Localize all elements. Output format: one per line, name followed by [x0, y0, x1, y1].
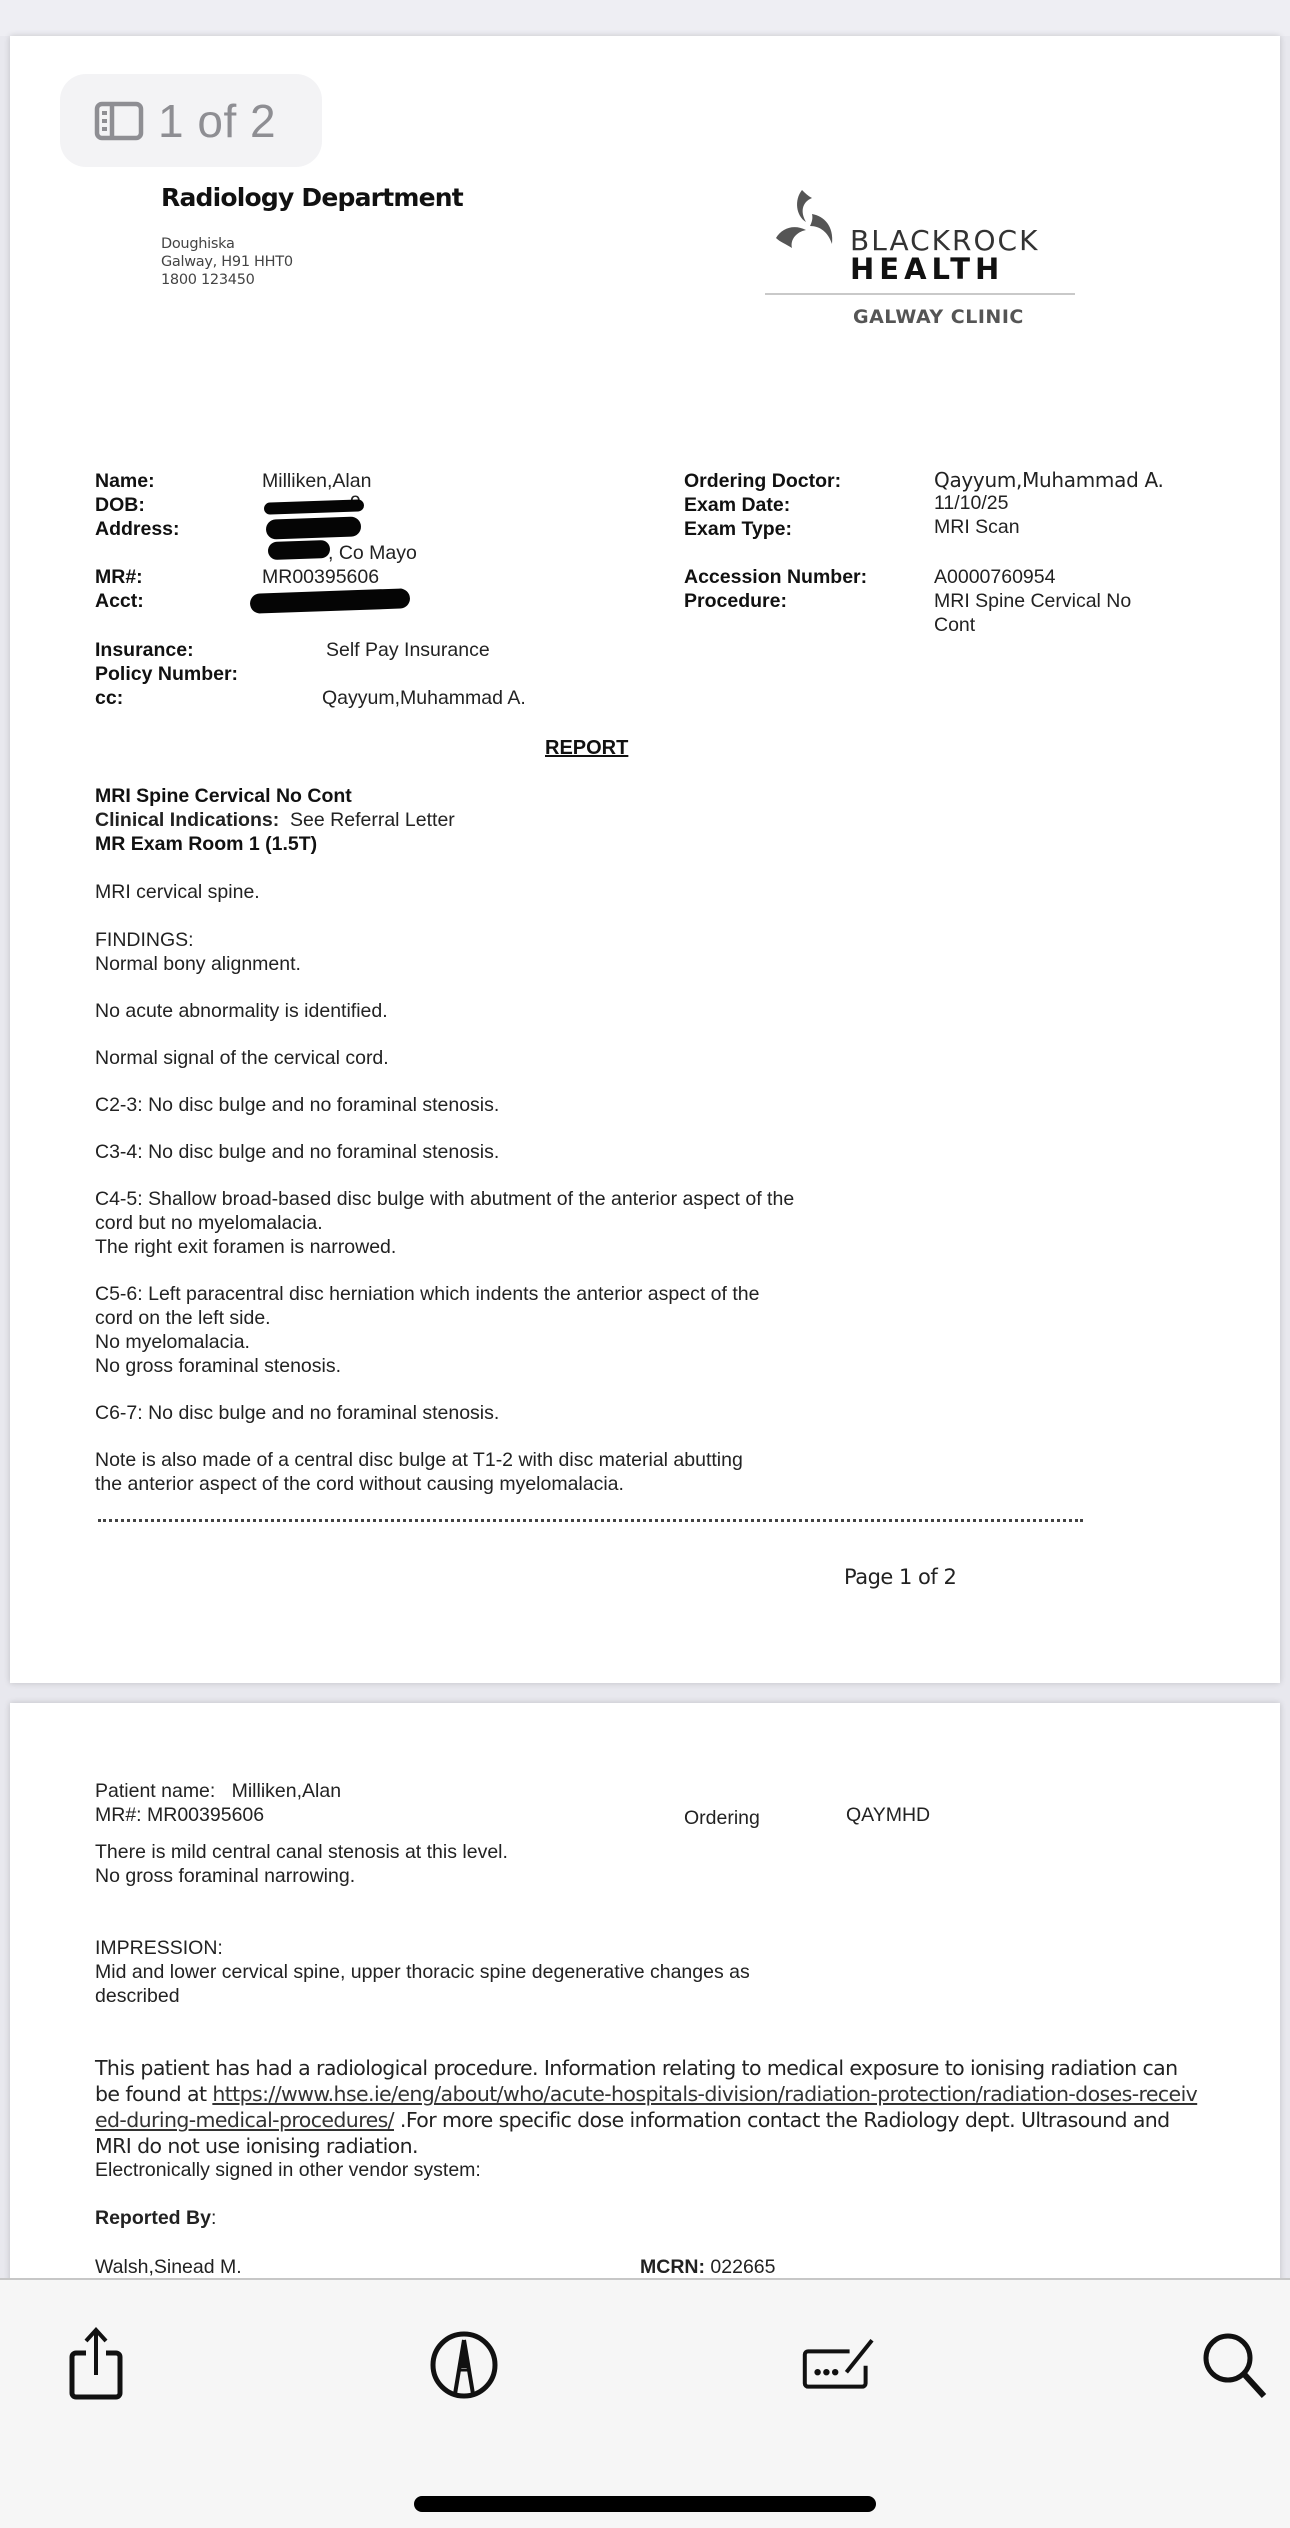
mcrn-value: 022665: [710, 2256, 776, 2278]
clinical-indications-value: See Referral Letter: [290, 809, 455, 831]
cc-label-text: cc:: [95, 687, 124, 709]
dashed-separator: [98, 1519, 1083, 1522]
page2-ordering-code: QAYMHD: [846, 1804, 931, 1826]
notice-text-pre: This patient has had a radiological procedure. Information relating to medical exposure to ionising radiation can be found at: [95, 2056, 1178, 2106]
finding-line: Normal bony alignment.: [95, 953, 301, 975]
markup-pen-icon: [429, 2330, 499, 2400]
logo-wordmark-blackrock: BLACKROCK: [850, 224, 1040, 257]
search-button[interactable]: [1195, 2320, 1275, 2410]
notice-text-post: .For more specific dose information contact the Radiology dept. Ultrasound and MRI do not use ionising radiation.: [95, 2108, 1170, 2158]
document-page-2: [10, 1703, 1280, 2323]
sidebar-thumbnails-icon: [94, 101, 144, 141]
redaction-acct: [250, 588, 411, 614]
page2-ordering-label: Ordering: [684, 1807, 760, 1829]
report-heading: REPORT: [545, 737, 629, 759]
finding-line: The right exit foramen is narrowed.: [95, 1236, 397, 1258]
finding-line: No acute abnormality is identified.: [95, 1000, 388, 1022]
impression-label: IMPRESSION:: [95, 1937, 223, 1959]
accession-label: Accession Number:: [684, 566, 868, 588]
reported-by-label: Reported By: [95, 2207, 211, 2229]
logo-wordmark-health: HEALTH: [850, 252, 1005, 286]
reporter-name: Walsh,Sinead M.: [95, 2256, 242, 2278]
signature-button[interactable]: [800, 2320, 880, 2410]
findings-label: FINDINGS:: [95, 929, 194, 951]
page2-patient-name: Milliken,Alan: [231, 1780, 342, 1802]
finding-line: Normal signal of the cervical cord.: [95, 1047, 389, 1069]
finding-line: the anterior aspect of the cord without causing myelomalacia.: [95, 1473, 624, 1495]
cc-value: Qayyum,Muhammad A.: [322, 687, 526, 709]
continued-finding: No gross foraminal narrowing.: [95, 1865, 356, 1887]
signed-note: Electronically signed in other vendor system:: [95, 2159, 481, 2181]
exam-room: MR Exam Room 1 (1.5T): [95, 833, 318, 855]
page2-patient: [95, 1779, 341, 1803]
exam-type-label: Exam Type:: [684, 518, 793, 540]
ordering-doctor-label: Ordering Doctor:: [684, 470, 842, 492]
hse-radiation-link[interactable]: https://www.hse.ie/eng/about/who/acute-hospitals-division/radiation-protection/radiation-doses-received-during-medical-procedures/: [95, 2082, 1198, 2132]
exam-date: 11/10/25: [934, 492, 1009, 514]
clinical-indications: [95, 808, 455, 832]
address-visible-fragment: , Co Mayo: [328, 542, 417, 564]
finding-line: No myelomalacia.: [95, 1331, 250, 1353]
logo-subtitle: GALWAY CLINIC: [853, 306, 1024, 328]
address-line-2: Galway, H91 HHT0: [161, 254, 293, 270]
procedure-line-2: Cont: [934, 614, 976, 636]
signature-icon: [800, 2330, 880, 2400]
finding-line: C5-6: Left paracentral disc herniation which indents the anterior aspect of the: [95, 1283, 760, 1305]
impression-line-2: described: [95, 1985, 180, 2007]
search-icon: [1200, 2330, 1270, 2400]
redaction-address-1: [266, 516, 362, 539]
procedure-label: Procedure:: [684, 590, 787, 612]
reported-by: [95, 2206, 216, 2230]
patient-name: Milliken,Alan: [262, 470, 372, 492]
blackrock-logo-icon: [772, 186, 847, 251]
address-label: Address:: [95, 518, 180, 540]
finding-line: Note is also made of a central disc bulge at T1-2 with disc material abutting: [95, 1449, 743, 1471]
page2-mr: [95, 1803, 264, 1827]
cc-label: [95, 687, 123, 710]
phone-line: 1800 123450: [161, 272, 255, 288]
markup-button[interactable]: [424, 2320, 504, 2410]
page2-patient-name-label: Patient name:: [95, 1780, 216, 1802]
page-indicator[interactable]: [60, 74, 322, 167]
finding-line: C2-3: No disc bulge and no foraminal stenosis.: [95, 1094, 500, 1116]
impression-line-1: Mid and lower cervical spine, upper thoracic spine degenerative changes as: [95, 1961, 750, 1983]
share-button[interactable]: [56, 2320, 136, 2410]
mr-label: MR#:: [95, 566, 143, 588]
department-title: Radiology Department: [161, 183, 463, 212]
address-line-1: Doughiska: [161, 236, 235, 252]
ordering-doctor: Qayyum,Muhammad A.: [934, 468, 1164, 492]
mcrn-label: MCRN:: [640, 2256, 705, 2278]
finding-line: cord on the left side.: [95, 1307, 271, 1329]
finding-line: C3-4: No disc bulge and no foraminal stenosis.: [95, 1141, 500, 1163]
page2-mr-number: MR00395606: [147, 1804, 265, 1826]
acct-label: Acct:: [95, 590, 144, 612]
finding-line: No gross foraminal stenosis.: [95, 1355, 342, 1377]
mr-number: MR00395606: [262, 566, 380, 588]
share-icon: [66, 2327, 126, 2403]
redaction-address-2: [268, 540, 331, 560]
logo-divider: [765, 293, 1075, 295]
exam-date-label: Exam Date:: [684, 494, 791, 516]
finding-line: cord but no myelomalacia.: [95, 1212, 323, 1234]
viewer-top-strip: [0, 0, 1290, 36]
insurance-value: Self Pay Insurance: [326, 639, 490, 661]
policy-number-label: Policy Number:: [95, 663, 239, 685]
clinical-indications-label: Clinical Indications:: [95, 809, 280, 831]
page-indicator-text: 1 of 2: [158, 94, 277, 147]
radiation-notice: [95, 2055, 1205, 2159]
finding-line: C6-7: No disc bulge and no foraminal stenosis.: [95, 1402, 500, 1424]
page-footer: Page 1 of 2: [844, 1565, 957, 1589]
insurance-label: Insurance:: [95, 639, 194, 661]
home-indicator[interactable]: [414, 2496, 876, 2512]
procedure-title: MRI Spine Cervical No Cont: [95, 785, 352, 807]
exam-type: MRI Scan: [934, 516, 1020, 538]
page2-mr-label: MR#:: [95, 1804, 142, 1826]
mcrn: [640, 2255, 775, 2279]
procedure-line-1: MRI Spine Cervical No: [934, 590, 1132, 612]
dob-label: DOB:: [95, 494, 145, 516]
continued-finding: There is mild central canal stenosis at this level.: [95, 1841, 508, 1863]
report-intro: MRI cervical spine.: [95, 881, 260, 903]
bottom-toolbar: [0, 2278, 1290, 2528]
finding-line: C4-5: Shallow broad-based disc bulge with abutment of the anterior aspect of the: [95, 1188, 795, 1210]
name-label: Name:: [95, 470, 155, 492]
reported-by-colon: :: [210, 2207, 217, 2229]
accession-number: A0000760954: [934, 566, 1056, 588]
document-page-1: [10, 36, 1280, 1683]
